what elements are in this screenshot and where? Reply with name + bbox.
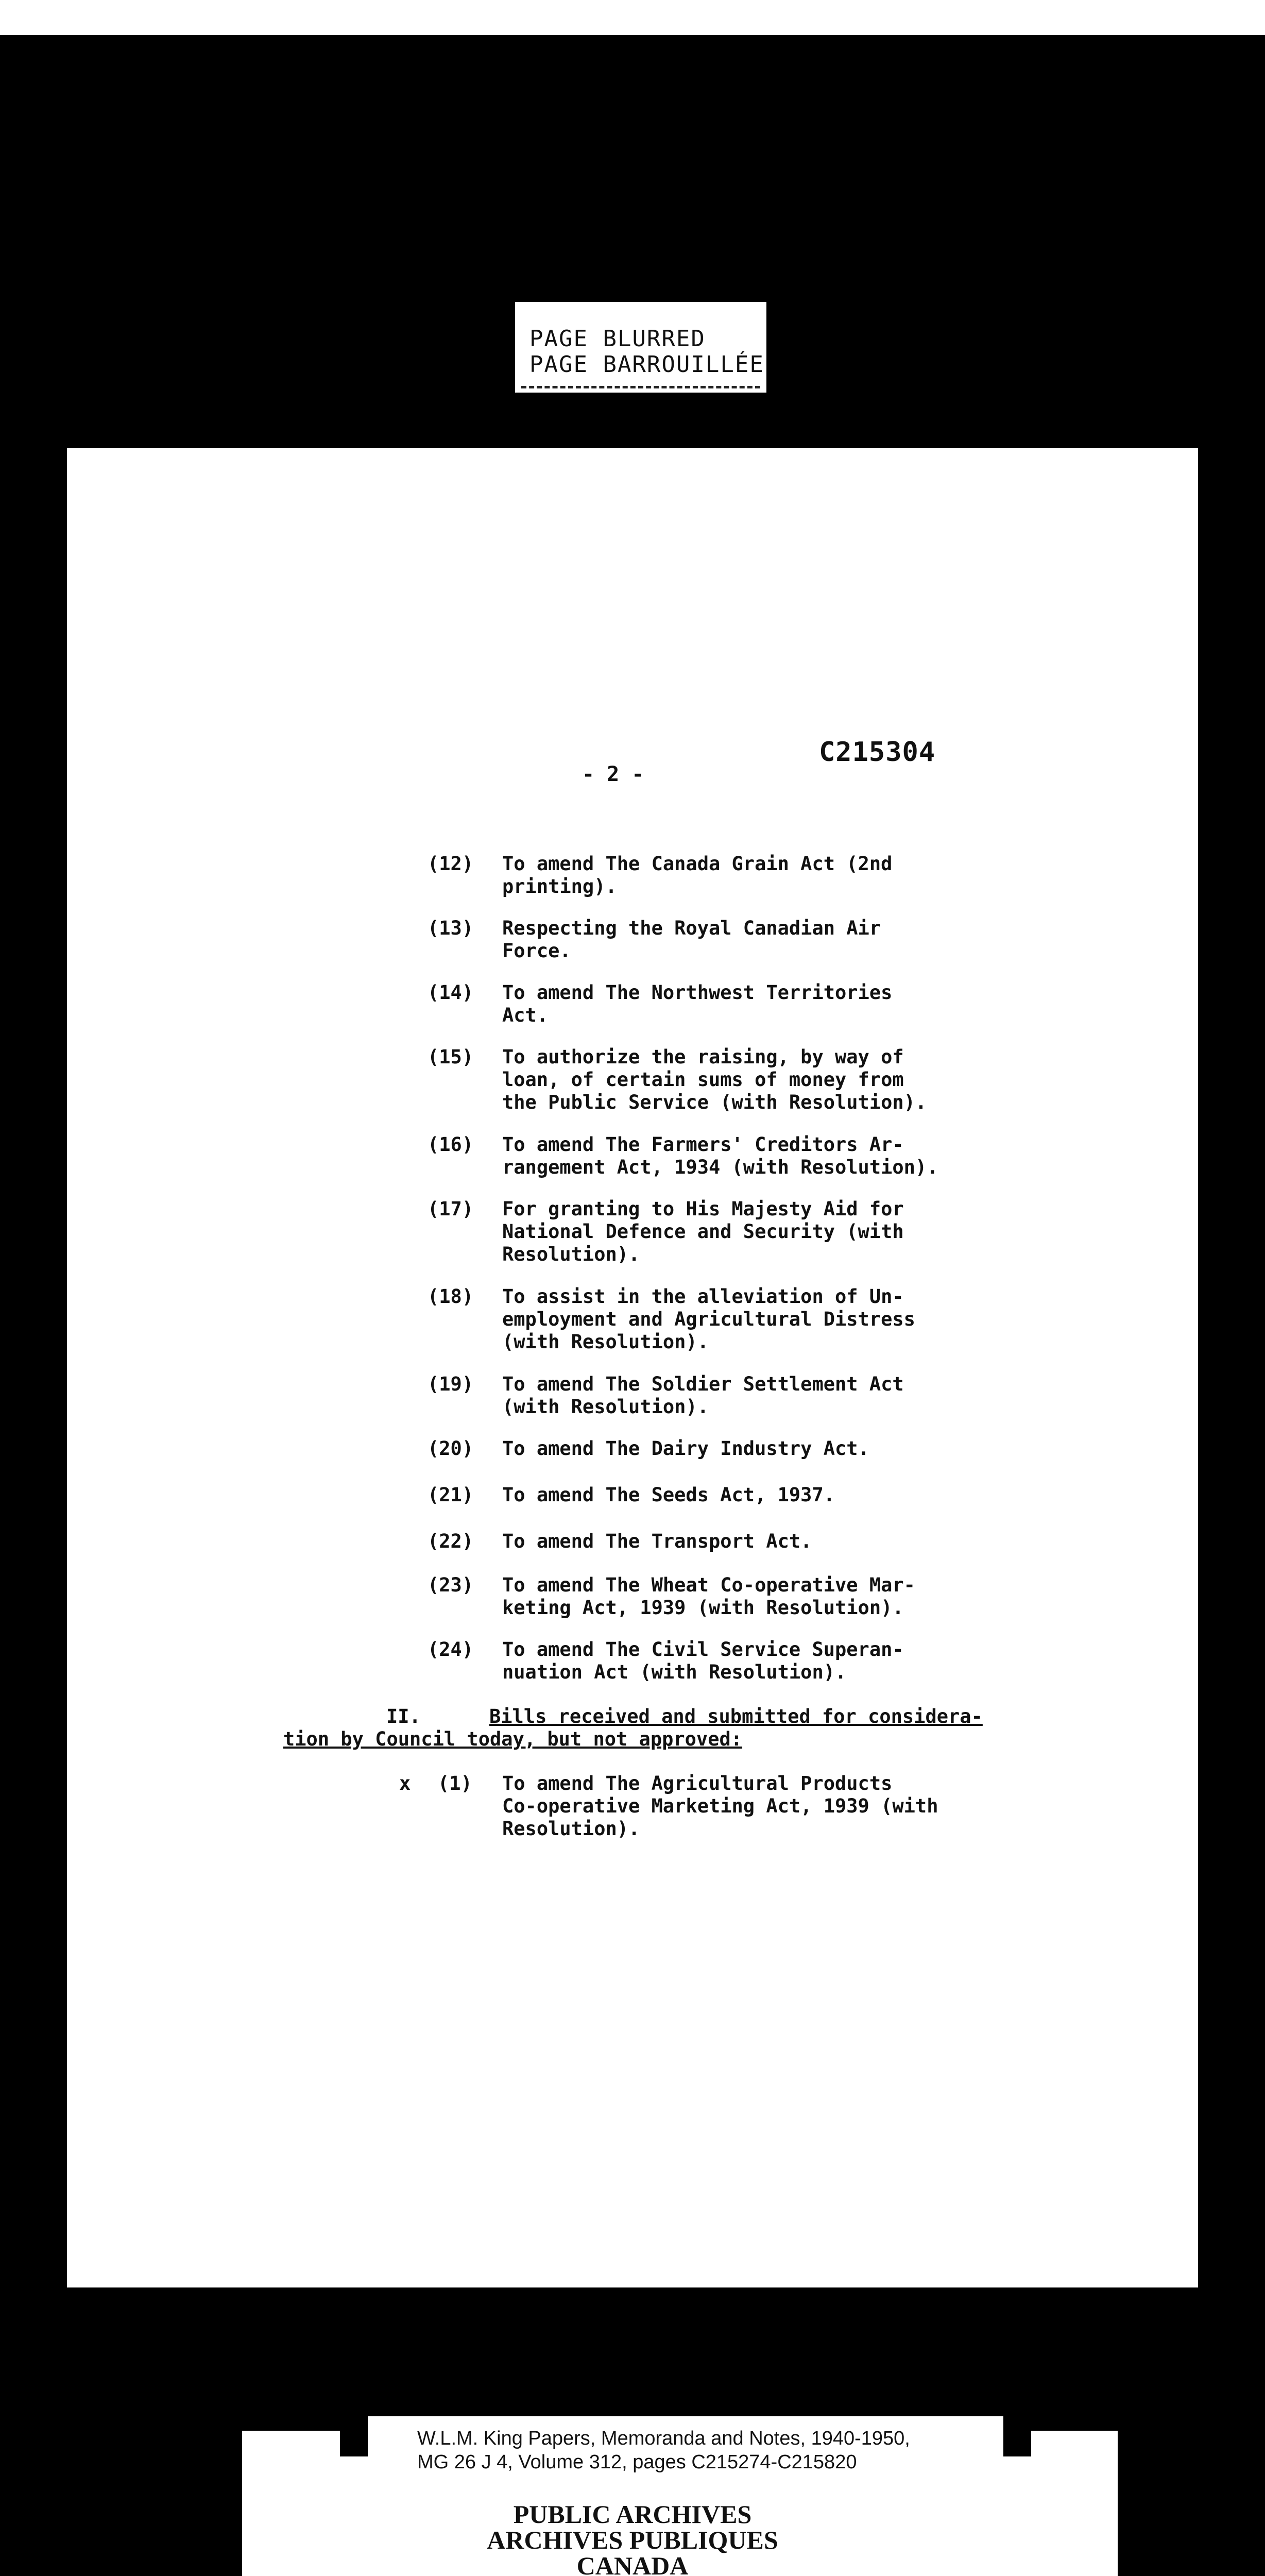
blur-label-french: PAGE BARROUILLÉE <box>529 351 764 378</box>
page-number: - 2 - <box>582 762 644 786</box>
item-text: To amend The Civil Service Superan- nuation Act (with Resolution). <box>502 1638 904 1683</box>
item-number: (13) <box>428 917 474 939</box>
item-number: (21) <box>428 1484 474 1506</box>
footer-notch-left <box>340 2416 368 2456</box>
item-text: To amend The Farmers' Creditors Ar- rangement Act, 1934 (with Resolution). <box>502 1133 938 1178</box>
item-number: (23) <box>428 1574 474 1596</box>
archives-name-english: PUBLIC ARCHIVES <box>513 2500 752 2529</box>
item-number: (12) <box>428 853 474 875</box>
item-text: To assist in the alleviation of Un- employment and Agricultural Distress (with Resolution). <box>502 1285 915 1353</box>
top-border-strip <box>0 0 1265 35</box>
section-numeral: II. <box>386 1705 421 1727</box>
item-number: (17) <box>428 1198 474 1220</box>
item-number: (1) <box>438 1772 472 1794</box>
item-number: (19) <box>428 1373 474 1395</box>
stamp-dashed-line <box>521 386 760 388</box>
item-number: (14) <box>428 981 474 1004</box>
item-text: To amend The Transport Act. <box>502 1530 812 1552</box>
item-number: (15) <box>428 1046 474 1068</box>
archives-name-french: ARCHIVES PUBLIQUES <box>487 2526 778 2554</box>
footer-notch-right <box>1003 2416 1031 2456</box>
item-text: Respecting the Royal Canadian Air Force. <box>502 917 881 962</box>
item-text: To amend The Wheat Co-operative Mar- keting Act, 1939 (with Resolution). <box>502 1574 915 1619</box>
item-text: To amend The Dairy Industry Act. <box>502 1437 869 1460</box>
blur-label-english: PAGE BLURRED <box>529 326 706 352</box>
section-title-line-1: Bills received and submitted for considera- <box>489 1705 983 1727</box>
page-blurred-stamp <box>515 302 766 393</box>
item-text: To amend The Seeds Act, 1937. <box>502 1484 835 1506</box>
item-number: (20) <box>428 1437 474 1460</box>
document-body <box>67 448 1198 2287</box>
item-mark: x <box>399 1772 411 1794</box>
item-number: (18) <box>428 1285 474 1308</box>
document-number: C215304 <box>819 737 936 768</box>
item-text: To amend The Canada Grain Act (2nd printing). <box>502 853 893 897</box>
item-text: For granting to His Majesty Aid for National Defence and Security (with Resolution). <box>502 1198 904 1265</box>
item-number: (16) <box>428 1133 474 1156</box>
item-number: (24) <box>428 1638 474 1660</box>
archives-country: CANADA <box>576 2551 689 2576</box>
document-page <box>67 448 1198 2287</box>
item-text: To amend The Soldier Settlement Act (with Resolution). <box>502 1373 904 1418</box>
item-text: To authorize the raising, by way of loan, of certain sums of money from the Public Service (with Resolution). <box>502 1046 927 1113</box>
item-text: To amend The Agricultural Products Co-operative Marketing Act, 1939 (with Resolution). <box>502 1772 938 1840</box>
item-number: (22) <box>428 1530 474 1552</box>
archival-reference: W.L.M. King Papers, Memoranda and Notes, 1940-1950, MG 26 J 4, Volume 312, pages C215274-C215820 <box>417 2428 910 2473</box>
item-text: To amend The Northwest Territories Act. <box>502 981 893 1026</box>
section-title-line-2: tion by Council today, but not approved: <box>283 1728 743 1750</box>
